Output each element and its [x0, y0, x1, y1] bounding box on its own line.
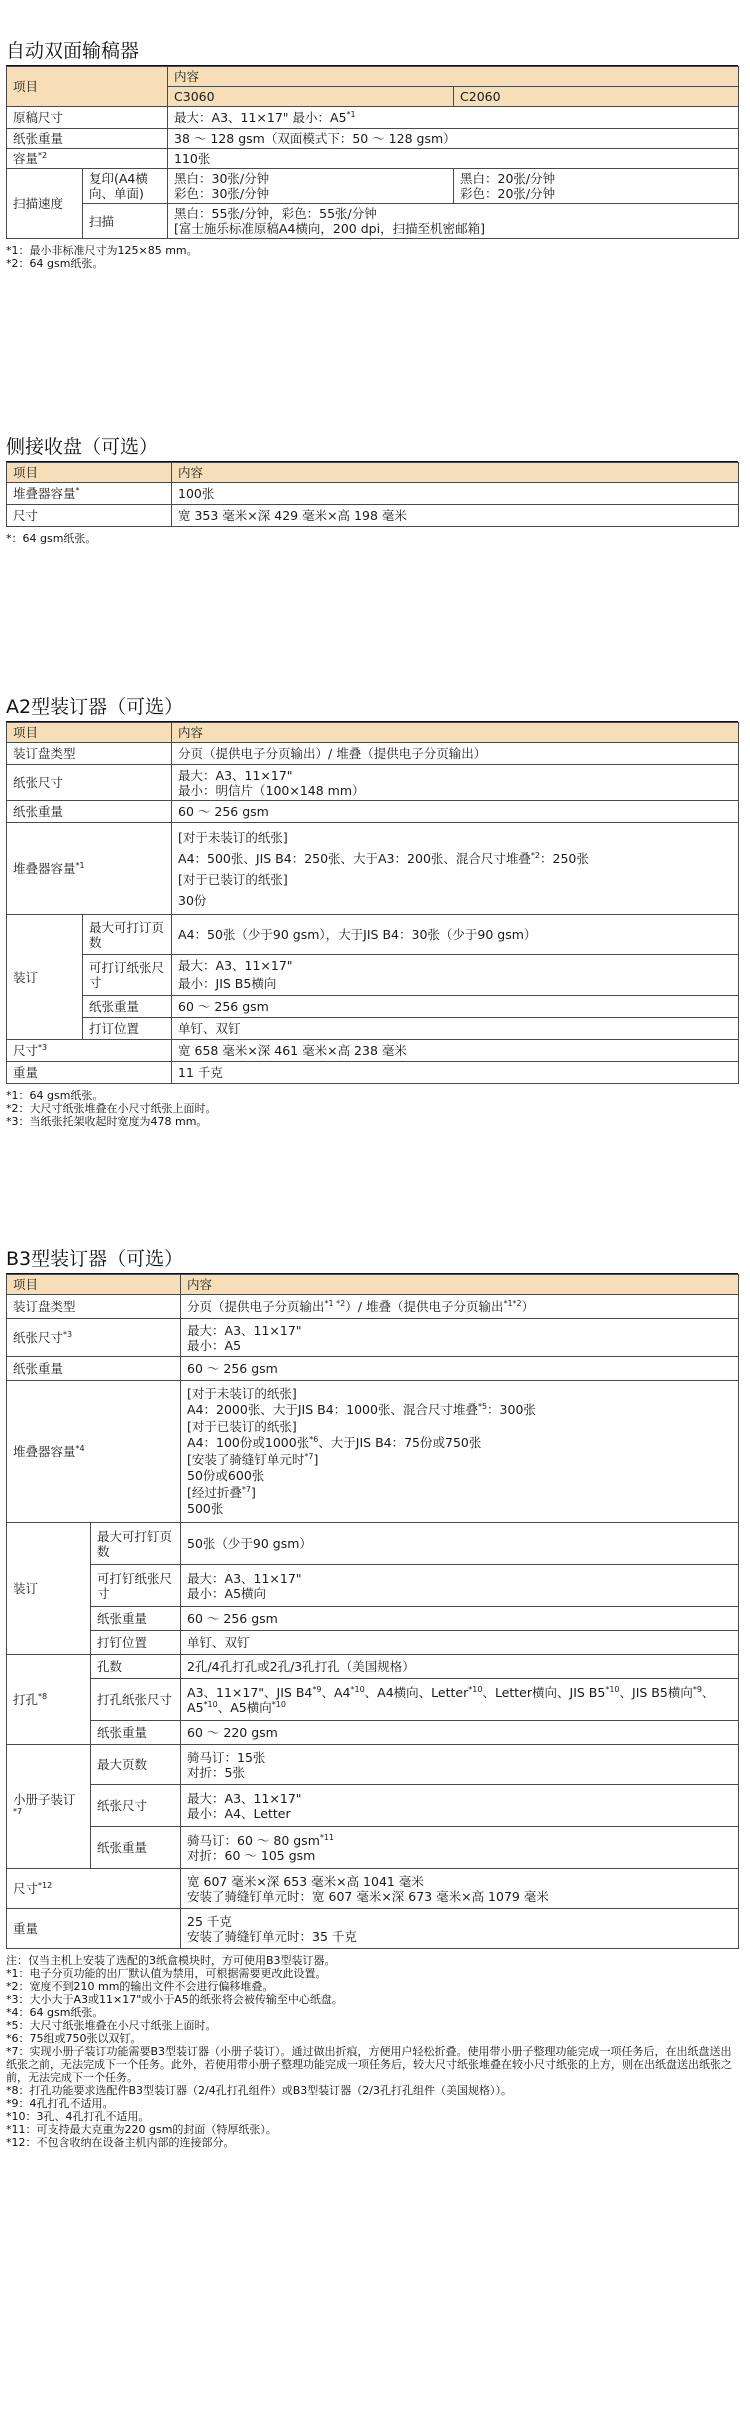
row-value: A4：50张（少于90 gsm），大于JIS B4：30张（少于90 gsm） [172, 915, 739, 955]
row-sublabel: 最大可打钉页数 [91, 1523, 181, 1565]
row-value: 60 ～ 256 gsm [181, 1357, 739, 1381]
row-value: 单钉、双钉 [181, 1631, 739, 1655]
header-c2060: C2060 [454, 87, 739, 107]
row-sublabel: 纸张重量 [91, 1827, 181, 1869]
row-sublabel: 打孔纸张尺寸 [91, 1679, 181, 1721]
footnote: *9：4孔打孔不适用。 [6, 2097, 114, 2110]
footnote: *5：大尺寸纸张堆叠在小尺寸纸张上面时。 [6, 2019, 217, 2032]
spec-table [6, 462, 739, 527]
row-label: 堆叠器容量$^{*1}$ [7, 823, 172, 915]
row-value: 50张（少于90 gsm） [181, 1523, 739, 1565]
section-title: 侧接收盘（可选） [6, 432, 738, 462]
row-sublabel: 纸张尺寸 [91, 1785, 181, 1827]
row-value: [对于未装订的纸张] A4：500张、JIS B4：250张、大于A3：200张、混合尺寸堆叠$^{*2}$：250张 [对于已装订的纸张] 30份 [172, 823, 739, 915]
row-label: 堆叠器容量* [7, 483, 172, 505]
spec-table [6, 66, 739, 239]
row-label: 扫描速度 [7, 169, 83, 239]
row-label: 纸张尺寸$^{*3}$ [7, 1319, 181, 1357]
header-content: 内容 [172, 463, 739, 483]
row-sublabel: 纸张重量 [91, 1607, 181, 1631]
footnote: *1：64 gsm纸张。 [6, 1089, 104, 1102]
row-value: 最大：A3、11×17" 最小：明信片（100×148 mm） [172, 765, 739, 801]
row-value: 黑白：30张/分钟 彩色：30张/分钟 [168, 169, 454, 204]
row-label: 装订盘类型 [7, 743, 172, 765]
footnote: *2：宽度不到210 mm的输出文件不会进行偏移堆叠。 [6, 1980, 274, 1993]
section-a2-finisher [6, 692, 738, 1128]
footnote: 注：仅当主机上安装了选配的3纸盒模块时，方可使用B3型装订器。 [6, 1954, 336, 1967]
row-value: 宽 353 毫米×深 429 毫米×高 198 毫米 [172, 505, 739, 527]
row-value: 黑白：20张/分钟 彩色：20张/分钟 [454, 169, 739, 204]
row-sublabel: 纸张重量 [91, 1721, 181, 1745]
row-value: 2孔/4孔打孔或2孔/3孔打孔（美国规格） [181, 1655, 739, 1679]
section-title: B3型装订器（可选） [6, 1244, 738, 1274]
row-sublabel: 复印(A4横向、单面) [83, 169, 168, 204]
header-content: 内容 [168, 67, 739, 87]
row-sublabel: 孔数 [91, 1655, 181, 1679]
section-title: 自动双面输稿器 [6, 36, 738, 66]
row-sublabel: 可打订纸张尺寸 [83, 955, 172, 996]
row-value: 黑白：55张/分钟，彩色：55张/分钟 [富士施乐标准原稿A4横向，200 dpi，扫描至机密邮箱] [168, 204, 739, 239]
header-item: 项目 [7, 67, 168, 107]
header-content: 内容 [172, 723, 739, 743]
row-sublabel: 可打钉纸张尺寸 [91, 1565, 181, 1607]
row-label: 重量 [7, 1062, 172, 1084]
row-value: 38 ～ 128 gsm（双面模式下：50 ～ 128 gsm） [168, 129, 739, 149]
row-value: 100张 [172, 483, 739, 505]
row-label: 装订 [7, 915, 83, 1040]
row-value: [对于未装订的纸张] A4：2000张、大于JIS B4：1000张、混合尺寸堆叠$^{*5}$：300张 [对于已装订的纸张] A4：100份或1000张$^{*6}$、大于JIS B4：75份或750张 [安装了骑缝钉单元时$^{*7}$] 50份或600张 [经过折叠$^{*7}$] 500张 [181, 1381, 739, 1523]
footnote: *2：大尺寸纸张堆叠在小尺寸纸张上面时。 [6, 1102, 217, 1115]
header-c3060: C3060 [168, 87, 454, 107]
header-content: 内容 [181, 1275, 739, 1295]
header-item: 项目 [7, 723, 172, 743]
footnote: *2：64 gsm纸张。 [6, 257, 104, 270]
footnote: *3：当纸张托架收起时宽度为478 mm。 [6, 1115, 208, 1128]
row-label: 原稿尺寸 [7, 107, 168, 129]
footnote: *：64 gsm纸张。 [6, 532, 97, 545]
row-value: 60 ～ 256 gsm [181, 1607, 739, 1631]
row-value: 11 千克 [172, 1062, 739, 1084]
footnote: *4：64 gsm纸张。 [6, 2006, 104, 2019]
footnote: *1：电子分页功能的出厂默认值为禁用，可根据需要更改此设置。 [6, 1967, 327, 1980]
footnote: *12：不包含收纳在设备主机内部的连接部分。 [6, 2136, 235, 2149]
row-label: 纸张重量 [7, 1357, 181, 1381]
row-label: 尺寸$^{*3}$ [7, 1040, 172, 1062]
row-label: 装订 [7, 1523, 91, 1655]
row-label: 纸张重量 [7, 129, 168, 149]
row-value: 单钉、双钉 [172, 1018, 739, 1040]
row-value: 骑马订：60 ～ 80 gsm$^{*11}$ 对折：60 ～ 105 gsm [181, 1827, 739, 1869]
row-value: A3、11×17"、JIS B4$^{*9}$、A4$^{*10}$、A4横向、Letter$^{*10}$、Letter横向、JIS B5$^{*10}$、JIS B5横向$^{*9}$、A5$^{*10}$、A5横向$^{*10}$ [181, 1679, 739, 1721]
row-value: 宽 658 毫米×深 461 毫米×高 238 毫米 [172, 1040, 739, 1062]
row-label: 容量$^{*2}$ [7, 149, 168, 169]
row-value: 骑马订：15张 对折：5张 [181, 1745, 739, 1785]
row-value: 分页（提供电子分页输出）/ 堆叠（提供电子分页输出） [172, 743, 739, 765]
section-b3-finisher [6, 1244, 738, 2149]
footnote: *7：实现小册子装订功能需要B3型装订器（小册子装订）。通过做出折痕，方便用户轻松折叠。使用带小册子整理功能完成一项任务后，在出纸盘送出纸张之前，无法完成下一个任务。此外，若使用带小册子整理功能完成一项任务后，较大尺寸纸张堆叠在较小尺寸纸张的上方，则在出纸盘送出纸张之前，无法完成下一个任务。 [6, 2045, 732, 2084]
row-value: 25 千克 安装了骑缝钉单元时：35 千克 [181, 1909, 739, 1949]
row-value: 最大：A3、11×17" 最小：A4、Letter [181, 1785, 739, 1827]
row-value: 最大：A3、11×17" 最小：A5横向 [181, 1565, 739, 1607]
footnotes [6, 244, 738, 270]
row-label: 尺寸 [7, 505, 172, 527]
section-auto-duplex-feeder [6, 36, 738, 270]
footnotes [6, 532, 738, 545]
row-label: 小册子装订$^{*7}$ [7, 1745, 91, 1869]
row-value: 60 ～ 256 gsm [172, 801, 739, 823]
footnote: *11：可支持最大克重为220 gsm的封面（特厚纸张）。 [6, 2123, 277, 2136]
row-sublabel: 扫描 [83, 204, 168, 239]
spec-table [6, 722, 739, 1084]
row-value: 最大：A3、11×17" 最小：JIS B5横向 [172, 955, 739, 996]
spec-table [6, 1274, 739, 1949]
footnote: *6：75组或750张以双钉。 [6, 2032, 142, 2045]
row-value: 宽 607 毫米×深 653 毫米×高 1041 毫米 安装了骑缝钉单元时：宽 607 毫米×深 673 毫米×高 1079 毫米 [181, 1869, 739, 1909]
section-side-tray [6, 432, 738, 545]
row-sublabel: 打钉位置 [91, 1631, 181, 1655]
row-label: 纸张重量 [7, 801, 172, 823]
row-label: 尺寸$^{*12}$ [7, 1869, 181, 1909]
row-label: 打孔$^{*8}$ [7, 1655, 91, 1745]
row-sublabel: 纸张重量 [83, 996, 172, 1018]
row-value: 分页（提供电子分页输出$^{*1 *2}$）/ 堆叠（提供电子分页输出$^{*1*2}$） [181, 1295, 739, 1319]
row-value: 最大：A3、11×17" 最小：A5$^{*1}$ [168, 107, 739, 129]
row-value: 110张 [168, 149, 739, 169]
row-value: 60 ～ 220 gsm [181, 1721, 739, 1745]
row-label: 堆叠器容量$^{*4}$ [7, 1381, 181, 1523]
footnote: *3：大小大于A3或11×17"或小于A5的纸张将会被传输至中心纸盘。 [6, 1993, 343, 2006]
footnotes [6, 1089, 738, 1128]
row-sublabel: 打订位置 [83, 1018, 172, 1040]
footnote: *10：3孔、4孔打孔不适用。 [6, 2110, 150, 2123]
row-sublabel: 最大页数 [91, 1745, 181, 1785]
footnote: *8：打孔功能要求选配件B3型装订器（2/4孔打孔组件）或B3型装订器（2/3孔打孔组件（美国规格））。 [6, 2084, 512, 2097]
footnote: *1：最小非标准尺寸为125×85 mm。 [6, 244, 198, 257]
header-item: 项目 [7, 463, 172, 483]
section-title: A2型装订器（可选） [6, 692, 738, 722]
row-label: 重量 [7, 1909, 181, 1949]
row-label: 装订盘类型 [7, 1295, 181, 1319]
row-value: 最大：A3、11×17" 最小：A5 [181, 1319, 739, 1357]
row-label: 纸张尺寸 [7, 765, 172, 801]
footnotes [6, 1954, 738, 2149]
row-sublabel: 最大可打订页数 [83, 915, 172, 955]
row-value: 60 ～ 256 gsm [172, 996, 739, 1018]
header-item: 项目 [7, 1275, 181, 1295]
